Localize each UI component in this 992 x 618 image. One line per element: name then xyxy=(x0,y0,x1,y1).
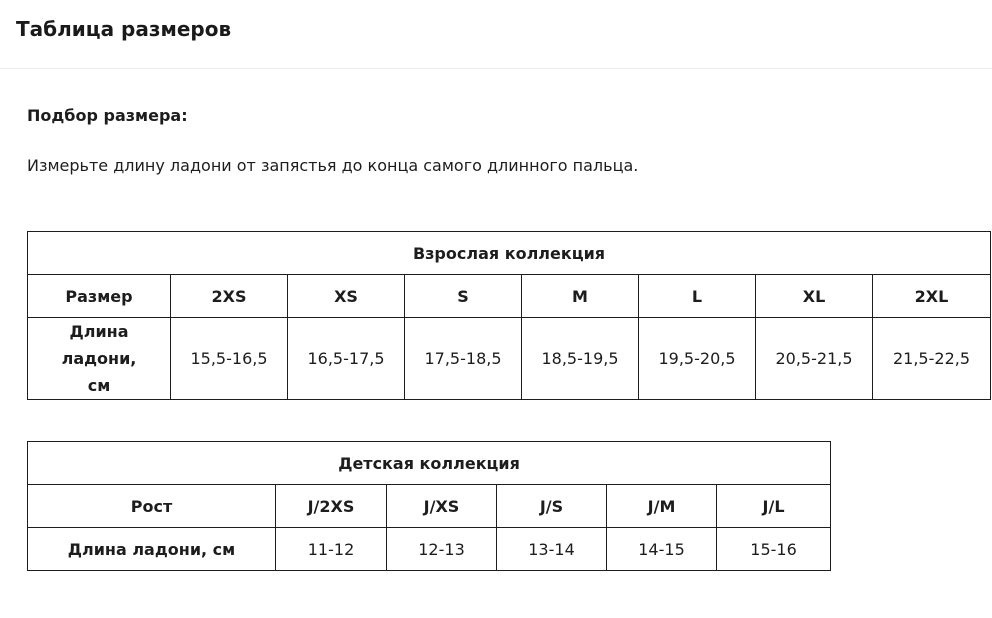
kids-height-header: Рост xyxy=(28,485,276,528)
kids-length-header: Длина ладони, см xyxy=(28,528,276,571)
adult-size-cell: XL xyxy=(756,275,873,318)
kids-length-cell: 14-15 xyxy=(607,528,717,571)
modal-header xyxy=(0,0,992,69)
adult-size-table xyxy=(27,231,991,400)
kids-size-cell: J/S xyxy=(497,485,607,528)
measurement-instruction: Измерьте длину ладони от запястья до конца самого длинного пальца. xyxy=(27,156,639,175)
kids-length-cell: 15-16 xyxy=(717,528,831,571)
page-title: Таблица размеров xyxy=(16,17,232,41)
adult-length-cell: 20,5-21,5 xyxy=(756,318,873,400)
adult-length-cell: 21,5-22,5 xyxy=(873,318,991,400)
kids-size-cell: J/M xyxy=(607,485,717,528)
kids-table-title: Детская коллекция xyxy=(28,442,831,485)
kids-size-table xyxy=(27,441,831,571)
adult-length-cell: 19,5-20,5 xyxy=(639,318,756,400)
kids-size-cell: J/2XS xyxy=(276,485,387,528)
adult-length-cell: 18,5-19,5 xyxy=(522,318,639,400)
kids-length-cell: 11-12 xyxy=(276,528,387,571)
adult-table-title: Взрослая коллекция xyxy=(28,232,991,275)
adult-size-cell: M xyxy=(522,275,639,318)
adult-length-cell: 17,5-18,5 xyxy=(405,318,522,400)
adult-length-cell: 16,5-17,5 xyxy=(288,318,405,400)
adult-length-cell: 15,5-16,5 xyxy=(171,318,288,400)
kids-size-cell: J/L xyxy=(717,485,831,528)
size-selection-heading: Подбор размера: xyxy=(27,106,188,125)
adult-size-cell: L xyxy=(639,275,756,318)
adult-size-cell: 2XL xyxy=(873,275,991,318)
adult-size-cell: S xyxy=(405,275,522,318)
adult-size-header: Размер xyxy=(28,275,171,318)
adult-size-cell: 2XS xyxy=(171,275,288,318)
kids-size-cell: J/XS xyxy=(387,485,497,528)
adult-size-cell: XS xyxy=(288,275,405,318)
kids-length-cell: 12-13 xyxy=(387,528,497,571)
adult-length-header: Длина ладони, см xyxy=(28,318,171,400)
kids-length-cell: 13-14 xyxy=(497,528,607,571)
